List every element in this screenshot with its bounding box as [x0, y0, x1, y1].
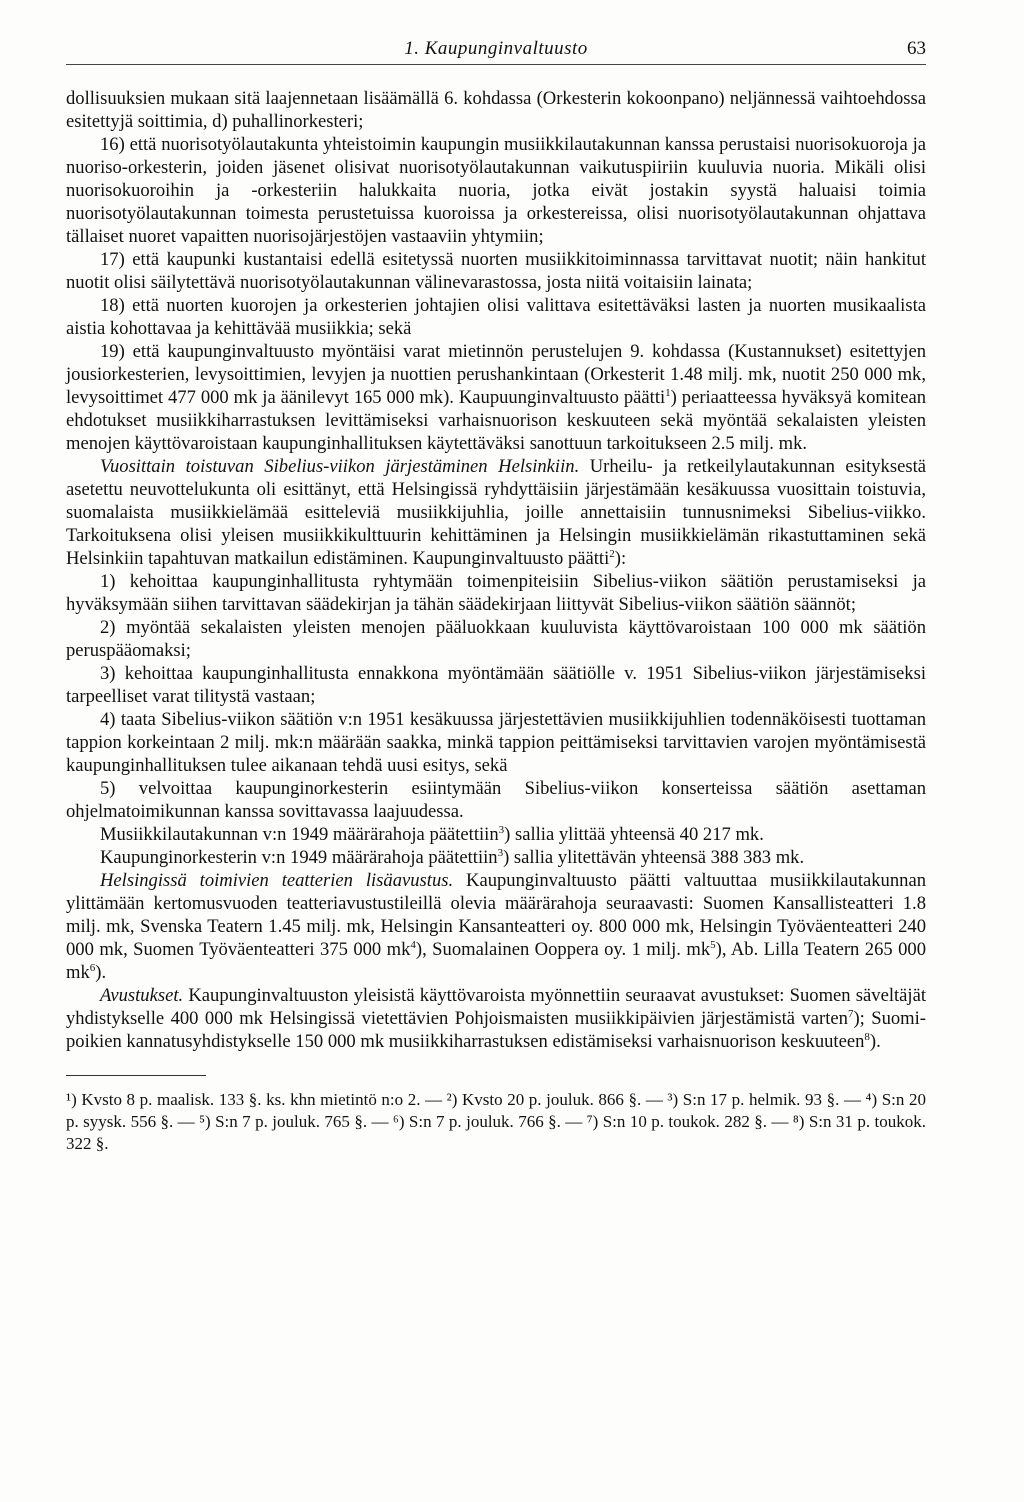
- paragraph-text: ) sallia ylittää yhteensä 40 217 mk.: [504, 824, 764, 845]
- body-text: [66, 87, 926, 1053]
- footnote-divider: [66, 1075, 206, 1076]
- page-number: 63: [907, 38, 926, 59]
- paragraph: [66, 777, 926, 823]
- paragraph: [66, 984, 926, 1053]
- page-header: [66, 36, 926, 65]
- paragraph-text: Urheilu- ja retkeilylautakunnan esityksestä asetettu neuvottelukunta oli esittänyt, että Helsingissä ryhdyttäisiin järjestämään kesäkuussa vuosittain toistuvia, suomalaista musiikkielämää esitteleviä musiikkijuhlia, joille annettaisiin tunnusnimeksi Sibelius-viikko. Tarkoituksena olisi yleisen musiikkikulttuurin kehittäminen ja Helsingin musiikkielämän rikastuttaminen sekä Helsinkiin tapahtuvan matkailun edistäminen. Kaupunginvaltuusto päätti: [66, 456, 926, 569]
- footnote-ref: 6: [89, 961, 96, 974]
- paragraph: [66, 662, 926, 708]
- section-heading: Helsingissä toimivien teatterien lisäavustus.: [100, 870, 454, 891]
- running-title: 1. Kaupunginvaltuusto: [404, 38, 588, 59]
- paragraph: [66, 455, 926, 570]
- section-heading: Avustukset.: [100, 985, 184, 1006]
- paragraph: [66, 340, 926, 455]
- paragraph: [66, 294, 926, 340]
- paragraph: [66, 708, 926, 777]
- paragraph-text: Kaupunginorkesterin v:n 1949 määrärahoja päätettiin: [100, 847, 498, 868]
- footnote-ref: 3: [498, 823, 505, 836]
- paragraph-text: ).: [869, 1031, 881, 1052]
- paragraph-text: ), Suomalainen Ooppera oy. 1 milj. mk: [415, 939, 711, 960]
- paragraph-text: 16) että nuorisotyölautakunta yhteistoimin kaupungin musiikkilautakunnan kanssa perustaisi nuorisokuoroja ja nuoriso-orkesterin, joiden jäsenet olisivat nuorisotyölautakunnan vaikutuspiiriin kuuluvia nuoria. Mikäli olisi nuorisokuoroihin ja -orkesteriin halukkaita nuoria, jotka eivät jostakin syystä haluaisi toimia nuorisotyölautakunnan toimesta perustetuissa kuoroissa ja orkestereissa, olisi nuorisotyölautakunnan ohjattava tällaiset nuoret vapaitten nuorisojärjestöjen vastaaviin yhtymiin;: [66, 134, 926, 247]
- paragraph-text: 18) että nuorten kuorojen ja orkesterien johtajien olisi valittava esitettäväksi lasten ja nuorten musikaalista aistia kohottavaa ja kehittävää musiikkia; sekä: [66, 295, 926, 339]
- footnote-ref: 8: [864, 1030, 870, 1043]
- paragraph-text: ) sallia ylitettävän yhteensä 388 383 mk.: [503, 847, 805, 868]
- paragraph: [66, 846, 926, 869]
- paragraph: [66, 133, 926, 248]
- footnotes: ¹) Kvsto 8 p. maalisk. 133 §. ks. khn mietintö n:o 2. — ²) Kvsto 20 p. jouluk. 866 §. — ³) S:n 17 p. helmik. 93 §. — ⁴) S:n 20 p. syysk. 556 §. — ⁵) S:n 7 p. jouluk. 765 §. — ⁶) S:n 7 p. jouluk. 766 §. — ⁷) S:n 10 p. toukok. 282 §. — ⁸) S:n 31 p. toukok. 322 §.: [66, 1090, 926, 1153]
- footnote-ref: 4: [410, 938, 416, 951]
- footnote-ref: 2: [609, 547, 615, 560]
- footnote-ref: 1: [665, 386, 671, 399]
- paragraph-text: Musiikkilautakunnan v:n 1949 määrärahoja päätettiin: [100, 824, 499, 845]
- paragraph-text: ) periaatteessa hyväksyä komitean ehdotukset musiikkiharrastuksen levittämiseksi varhaisnuorison keskuuteen sekä myöntää sekalaisten yleisten menojen käyttövaroistaan kaupunginhallituksen käytettäväksi sanottuun tarkoitukseen 2.5 milj. mk.: [66, 387, 926, 454]
- footnote-ref: 7: [847, 1007, 854, 1020]
- section-heading: Vuosittain toistuvan Sibelius-viikon järjestäminen Helsinkiin.: [100, 456, 580, 477]
- paragraph: [66, 616, 926, 662]
- paragraph-text: 19) että kaupunginvaltuusto myöntäisi varat mietinnön perustelujen 9. kohdassa (Kustannukset) esitettyjen jousiorkesterien, levysoittimien, levyjen ja nuottien perushankintaan (Orkesterit 1.48 milj. mk, nuotit 250 000 mk, levysoittimet 477 000 mk ja äänilevyt 165 000 mk). Kaupuunginvaltuusto päätti: [66, 341, 926, 408]
- footnote-ref: 5: [710, 938, 716, 951]
- paragraph: [66, 570, 926, 616]
- paragraph-text: ), Ab. Lilla Teatern 265 000 mk: [66, 939, 926, 983]
- paragraph: [66, 823, 926, 846]
- paragraph-text: Kaupunginvaltuusto päätti valtuuttaa musiikkilautakunnan ylittämään kertomusvuoden teatteriavustustileillä olevia määrärahoja seuraavasti: Suomen Kansallisteatteri 1.8 milj. mk, Svenska Teatern 1.45 milj. mk, Helsingin Kansanteatteri oy. 800 000 mk, Helsingin Työväenteatteri 240 000 mk, Suomen Työväenteatteri 375 000 mk: [66, 870, 927, 960]
- paragraph-text: dollisuuksien mukaan sitä laajennetaan lisäämällä 6. kohdassa (Orkesterin kokoonpano) neljännessä vaihtoehdossa esitettyjä soittimia, d) puhallinorkesteri;: [66, 88, 926, 132]
- paragraph-text: 1) kehoittaa kaupunginhallitusta ryhtymään toimenpiteisiin Sibelius-viikon säätiön perustamiseksi ja hyväksymään siihen tarvittavan säädekirjan ja tähän säädekirjaan liittyvät Sibelius-viikon säätiön säännöt;: [66, 571, 926, 615]
- paragraph: [66, 87, 926, 133]
- paragraph-text: 3) kehoittaa kaupunginhallitusta ennakkona myöntämään säätiölle v. 1951 Sibelius-viikon järjestämiseksi tarpeelliset varat tilitystä vastaan;: [66, 663, 926, 707]
- paragraph-text: Kaupunginvaltuuston yleisistä käyttövaroista myönnettiin seuraavat avustukset: Suomen säveltäjät yhdistykselle 400 000 mk Helsingissä vietettävien Pohjoismaisten musiikkipäivien järjestämistä varten: [66, 985, 926, 1029]
- paragraph-text: 2) myöntää sekalaisten yleisten menojen pääluokkaan kuuluvista käyttövaroistaan 100 000 mk säätiön peruspääomaksi;: [66, 617, 926, 661]
- paragraph-text: ); Suomi-poikien kannatusyhdistykselle 150 000 mk musiikkiharrastuksen edistämiseksi varhaisnuorison keskuuteen: [66, 1008, 927, 1052]
- paragraph-text: 5) velvoittaa kaupunginorkesterin esiintymään Sibelius-viikon konserteissa säätiön asettaman ohjelmatoimikunnan kanssa sovittavassa laajuudessa.: [66, 778, 926, 822]
- paragraph: [66, 869, 926, 984]
- paragraph: [66, 248, 926, 294]
- paragraph-text: 17) että kaupunki kustantaisi edellä esitetyssä nuorten musiikkitoiminnassa tarvittavat nuotit; näin hankitut nuotit olisi säilytettävä nuorisotyölautakunnan välinevarastossa, josta niitä voitaisiin lainata;: [66, 249, 926, 293]
- paragraph-text: 4) taata Sibelius-viikon säätiön v:n 1951 kesäkuussa järjestettävien musiikkijuhlien todennäköisesti tuottaman tappion korkeintaan 2 milj. mk:n määrään saakka, minkä tappion peittämiseksi tarvittavien varojen myöntämisestä kaupunginhallituksen tulee aikanaan tehdä uusi esitys, sekä: [66, 709, 926, 776]
- paragraph-text: ).: [95, 962, 107, 983]
- paragraph-text: ):: [614, 548, 627, 569]
- footnote-ref: 3: [497, 846, 504, 859]
